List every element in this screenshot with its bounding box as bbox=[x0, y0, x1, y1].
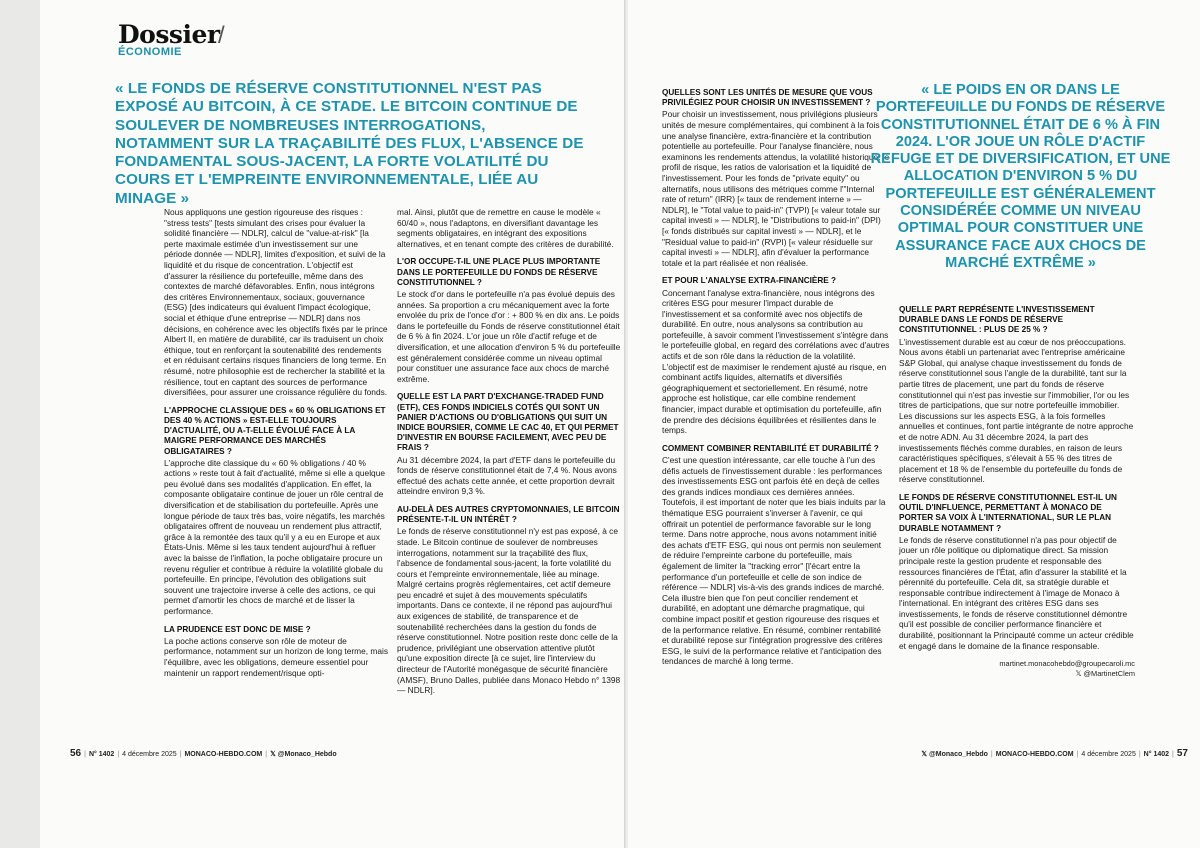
right-column-1 bbox=[662, 88, 890, 667]
paragraph: Le fonds de réserve constitutionnel n'a pas pour objectif de jouer un rôle politique ou diplomatique direct. Sa mission principale reste la gestion prudente et responsable des ressources financières de l'État, afin d'assurer la stabilité et la pérennité du portefeuille. Cela dit, sa stratégie durable et responsable contribue indirectement à l'image de Monaco à l'international. En intégrant des critères ESG dans ses investissements, le fonds de réserve constitutionnel démontre qu'il est possible de concilier performance financière et durabilité, positionnant la Principauté comme un acteur crédible et engagé dans le domaine de la finance responsable. bbox=[899, 534, 1134, 651]
left-page bbox=[40, 0, 626, 848]
site-link[interactable]: MONACO-HEBDO.COM bbox=[995, 751, 1074, 758]
paragraph: Au 31 décembre 2024, la part d'ETF dans le portefeuille du fonds de réserve constitutionnel était de 7,4 %. Nous avons effectué des achats cette année, et cette proportion devrait atteindre environ 9,3 %. bbox=[397, 454, 617, 497]
question-heading: ET POUR L'ANALYSE EXTRA-FINANCIÈRE ? bbox=[662, 276, 837, 286]
masthead-section: ÉCONOMIE bbox=[118, 46, 182, 58]
issue-number: N° 1402 bbox=[1143, 751, 1170, 758]
footer-right: 𝕏 @Monaco_Hebdo | MONACO-HEBDO.COM | 4 décembre 2025 | N° 1402 | 57 bbox=[921, 748, 1188, 759]
paragraph: Pour choisir un investissement, nous privilégions plusieurs unités de mesure complémentaires, qui combinent à la fois une analyse financière, extra-financière et la contribution potentielle au portefeuille. Pour l'analyse financière, nous examinons les rendements attendus, la volatilité historique, le profil de risque, les ratios de valorisation et la liquidité de l'investissement. Pour les fonds de "private equity" ou alternatifs, nous utilisons des métriques comme l'"Internal rate of return" (IRR) [« taux de rendement interne » — NDLR], le "Total value to paid-in" (TVPI) [« valeur totale sur capital investi » — NDLR], le "Distributions to paid-in" (DPI) [« fonds distribués sur capital investi » — NDLR], et le "Residual value to paid-in" (RVPI) [« valeur résiduelle sur capital investi » — NDLR], afin d'évaluer la performance totale et la part réalisée et non réalisée. bbox=[662, 109, 890, 268]
paragraph: Le fonds de réserve constitutionnel n'y est pas exposé, à ce stade. Le Bitcoin continue de soulever de nombreuses interrogations, notamment sur la traçabilité des flux, l'absence de fondamental sous-jacent, la forte volatilité du cours et l'empreinte environnementale, liée au minage. Malgré certains progrès réglementaires, cet actif demeure peu encadré et sujet à des mouvements spéculatifs importants. Dans ce contexte, il ne répond pas aujourd'hui aux exigences de stabilité, de transparence et de soutenabilité recherchées dans la gestion du fonds de réserve constitutionnel. Notre position reste donc celle de la prudence, privilégiant une observation attentive plutôt qu'une exposition directe [à ce sujet, lire l'interview du directeur de l'Autorité monégasque de sécurité financière (AMSF), Bruno Dalles, publiée dans Monaco Hebdo n° 1398 — NDLR]. bbox=[397, 526, 621, 696]
page-number: 56 bbox=[70, 748, 82, 759]
question-heading: LE FONDS DE RÉSERVE CONSTITUTIONNEL EST-IL UN OUTIL D'INFLUENCE, PERMETTANT À MONACO DE PORTER SA VOIX À L'INTERNATIONAL, SUR LE PLAN DURABLE NOTAMMENT ? bbox=[899, 492, 1117, 533]
paragraph: mal. Ainsi, plutôt que de remettre en cause le modèle « 60/40 », nous l'adaptons, en diversifiant davantage les segments obligataires, en intégrant des expositions alternatives, et en tenant compte des critères de durabilité. bbox=[397, 207, 614, 249]
paragraph: Concernant l'analyse extra-financière, nous intégrons des critères ESG pour mesurer l'impact durable de l'investissement et sa conformité avec nos objectifs de durabilité. En outre, nous analysons sa contribution au portefeuille, à savoir comment l'investissement s'intègre dans le portefeuille global, en regard des corrélations avec d'autres actifs et de son rôle dans la réduction de la volatilité. L'objectif est de maximiser le rendement ajusté au risque, en combinant actifs liquides, alternatifs et diversifiés géographiquement et sectoriellement. En résumé, notre approche est holistique, car elle combine rendement financier, impact durable et optimisation du portefeuille, afin de prendre des décisions équilibrées et résilientes dans le temps. bbox=[662, 287, 890, 436]
masthead-slash: / bbox=[218, 22, 225, 49]
author-email[interactable]: martinet.monacohebdo@groupecaroli.mc bbox=[999, 659, 1135, 669]
question-heading: QUELLE PART REPRÉSENTE L'INVESTISSEMENT DURABLE DANS LE FONDS DE RÉSERVE CONSTITUTIONNEL : PLUS DE 25 % ? bbox=[899, 305, 1095, 335]
footer-left: 56 | N° 1402 | 4 décembre 2025 | MONACO-HEBDO.COM | 𝕏 @Monaco_Hebdo bbox=[70, 748, 337, 759]
issue-date: 4 décembre 2025 bbox=[122, 751, 177, 758]
question-heading: L'APPROCHE CLASSIQUE DES « 60 % OBLIGATIONS ET DES 40 % ACTIONS » EST-ELLE TOUJOURS D'ACTUALITÉ, OU A-T-ELLE ÉVOLUÉ FACE À LA MAIGRE PERFORMANCE DES MARCHÉS OBLIGATAIRES ? bbox=[164, 405, 386, 456]
masthead-title: Dossier bbox=[118, 20, 220, 49]
pull-quote-left: « LE FONDS DE RÉSERVE CONSTITUTIONNEL N'EST PAS EXPOSÉ AU BITCOIN, À CE STADE. LE BITCOIN CONTINUE DE SOULEVER DE NOMBREUSES INTERROGATIONS, NOTAMMENT SUR LA TRAÇABILITÉ DES FLUX, L'ABSENCE DE FONDAMENTAL SOUS-JACENT, LA FORTE VOLATILITÉ DU COURS ET L'EMPREINTE ENVIRONNEMENTALE, LIÉE AU MINAGE » bbox=[115, 80, 584, 207]
left-column-2 bbox=[397, 207, 621, 696]
masthead bbox=[118, 20, 225, 58]
paragraph: Nous appliquons une gestion rigoureuse des risques : "stress tests" [tests simulant des crises pour évaluer la solidité financière — NDLR], calcul de "value-at-risk" [la perte maximale estimée d'un investissement sur une période donnée — NDLR], limites d'exposition, et suivi de la liquidité et du risque de concentration. L'objectif est d'assurer la résilience du portefeuille, même dans des contextes de marché défavorables. Enfin, nous intégrons des critères Environnementaux, sociaux, gouvernance (ESG) [des indicateurs qui évaluent l'impact écologique, social et éthique d'une entreprise — NDLR] dans nos décisions, en cohérence avec les objectifs fixés par le prince Albert II, en matière de durabilité, car ils traduisent un choix éthique, tout en renforçant la soutenabilité des rendements et en réduisant certains risques financiers de long terme. En résumé, notre philosophie est de rechercher la stabilité et la résilience, tout en captant des sources de performance diversifiées, pour assurer une croissance régulière du fonds. bbox=[164, 207, 388, 398]
social-handle[interactable]: 𝕏 @Monaco_Hebdo bbox=[270, 751, 337, 758]
right-column-2 bbox=[899, 305, 1135, 679]
paragraph: Le stock d'or dans le portefeuille n'a pas évolué depuis des années. Sa proportion a cru mécaniquement avec la forte envolée du prix de l'once d'or : + 800 % en dix ans. Le poids dans le portefeuille du Fonds de réserve constitutionnel était de 6 % à fin 2024. L'or joue un rôle d'actif refuge et de diversification, et une allocation d'environ 5 % du portefeuille est généralement considérée comme un niveau optimal pour constituer une assurance face aux chocs de marché extrême. bbox=[397, 288, 621, 384]
site-link[interactable]: MONACO-HEBDO.COM bbox=[184, 751, 263, 758]
question-heading: QUELLES SONT LES UNITÉS DE MESURE QUE VOUS PRIVILÉGIEZ POUR CHOISIR UN INVESTISSEMENT ? bbox=[662, 88, 873, 108]
paragraph: L'approche dite classique du « 60 % obligations / 40 % actions » reste tout à fait d'actualité, même si elle a quelque peu évolué dans ses modalités d'application. En effet, la composante obligataire continue de jouer un rôle central de diversification et de stabilisation du portefeuille. Après une longue période de taux très bas, voire négatifs, les marchés obligataires offrent de nouveau un rendement plus attractif, grâce à la remontée des taux qu'il y a eu en Europe et aux États-Unis. Même si les taux tendent aujourd'hui à refluer avec la baisse de l'inflation, la poche obligataire procure un revenu régulier et contribue à réduire la volatilité globale du portefeuille. En principe, l'évolution des obligations suit souvent une trajectoire inverse à celle des actions, ce qui permet d'amortir les chocs de marché et de lisser la performance. bbox=[164, 457, 385, 617]
right-page bbox=[628, 0, 1200, 848]
paragraph: C'est une question intéressante, car elle touche à l'un des défis actuels de l'investissement durable : les performances des investissements ESG ont parfois été en deçà de celles des grands indices mondiaux ces dernières années. Toutefois, il est important de noter que les biais induits par la thématique ESG pourraient s'inverser à l'avenir, ce qui offrirait un potentiel de performance favorable sur le long terme. Dans notre approche, nous avons notamment initié des achats d'ETF ESG, qui nous ont permis non seulement de réduire l'empreinte carbone du portefeuille, mais également de limiter la "tracking error" [l'écart entre la performance d'un portefeuille et celle de son indice de référence — NDLR] vis-à-vis des grands indices de marché. Cela illustre bien que l'on peut concilier rendement et durabilité, en adoptant une démarche pragmatique, qui combine impact positif et gestion rigoureuse des risques et de la performance relative. En résumé, combiner rentabilité et durabilité repose sur l'intégration progressive des critères ESG, le suivi de la performance relative et l'anticipation des tendances de marché à long terme. bbox=[662, 455, 886, 667]
question-heading: AU-DELÀ DES AUTRES CRYPTOMONNAIES, LE BITCOIN PRÉSENTE-T-IL UN INTÉRÊT ? bbox=[397, 504, 620, 525]
question-heading: COMMENT COMBINER RENTABILITÉ ET DURABILITÉ ? bbox=[662, 443, 879, 453]
page-number: 57 bbox=[1176, 748, 1188, 759]
left-column-1 bbox=[164, 207, 388, 678]
paragraph: L'investissement durable est au cœur de nos préoccupations. Nous avons établi un partenariat avec l'entreprise américaine S&P Global, qui analyse chaque investissement du fonds de réserve constitutionnel sous l'angle de la durabilité, tant sur la partie titres de placement, une part du fonds de réserve constitutionnel qui n'est pas investie sur l'immobilier, l'or ou les titres de participations, que sur notre portefeuille immobilier. Les discussions sur les aspects ESG, à la fois formelles annuelles et continues, font partie intégrante de notre approche et de notre ADN. Au 31 décembre 2024, la part des investissements fléchés comme durables, en raison de leurs caractéristiques spécifiques, s'élevait à 55 % des titres de placement et 18 % de l'ensemble du portefeuille du fonds de réserve constitutionnel. bbox=[899, 336, 1134, 485]
author-social[interactable]: 𝕏 @MartinetClem bbox=[1075, 669, 1135, 679]
question-heading: QUELLE EST LA PART D'EXCHANGE-TRADED FUND (ETF), CES FONDS INDICIELS COTÉS QUI SONT UN PANIER D'ACTIONS OU D'OBLIGATIONS QUI SUIT UN INDICE BOURSIER, COMME LE CAC 40, ET QUI PERMET D'INVESTIR EN BOURSE FACILEMENT, AVEC PEU DE FRAIS ? bbox=[397, 392, 619, 453]
pull-quote-right: « LE POIDS EN OR DANS LE PORTEFEUILLE DU FONDS DE RÉSERVE CONSTITUTIONNEL ÉTAIT DE 6 % À FIN 2024. L'OR JOUE UN RÔLE D'ACTIF REFUGE ET DE DIVERSIFICATION, ET UNE ALLOCATION D'ENVIRON 5 % DU PORTEFEUILLE EST GÉNÉRALEMENT CONSIDÉRÉE COMME UN NIVEAU OPTIMAL POUR CONSTITUER UNE ASSURANCE FACE AUX CHOCS DE MARCHÉ EXTRÊME » bbox=[870, 82, 1171, 271]
author-signature bbox=[899, 659, 1135, 679]
social-handle[interactable]: 𝕏 @Monaco_Hebdo bbox=[921, 751, 988, 758]
paragraph: La poche actions conserve son rôle de moteur de performance, notamment sur un horizon de long terme, mais l'équilibre, avec les obligations, demeure essentiel pour maintenir un rapport rendement/risque opti- bbox=[164, 635, 388, 678]
issue-number: N° 1402 bbox=[88, 751, 115, 758]
question-heading: L'OR OCCUPE-T-IL UNE PLACE PLUS IMPORTANTE DANS LE PORTEFEUILLE DU FONDS DE RÉSERVE CONSTITUTIONNEL ? bbox=[397, 257, 601, 287]
issue-date: 4 décembre 2025 bbox=[1081, 751, 1136, 758]
question-heading: LA PRUDENCE EST DONC DE MISE ? bbox=[164, 624, 311, 634]
